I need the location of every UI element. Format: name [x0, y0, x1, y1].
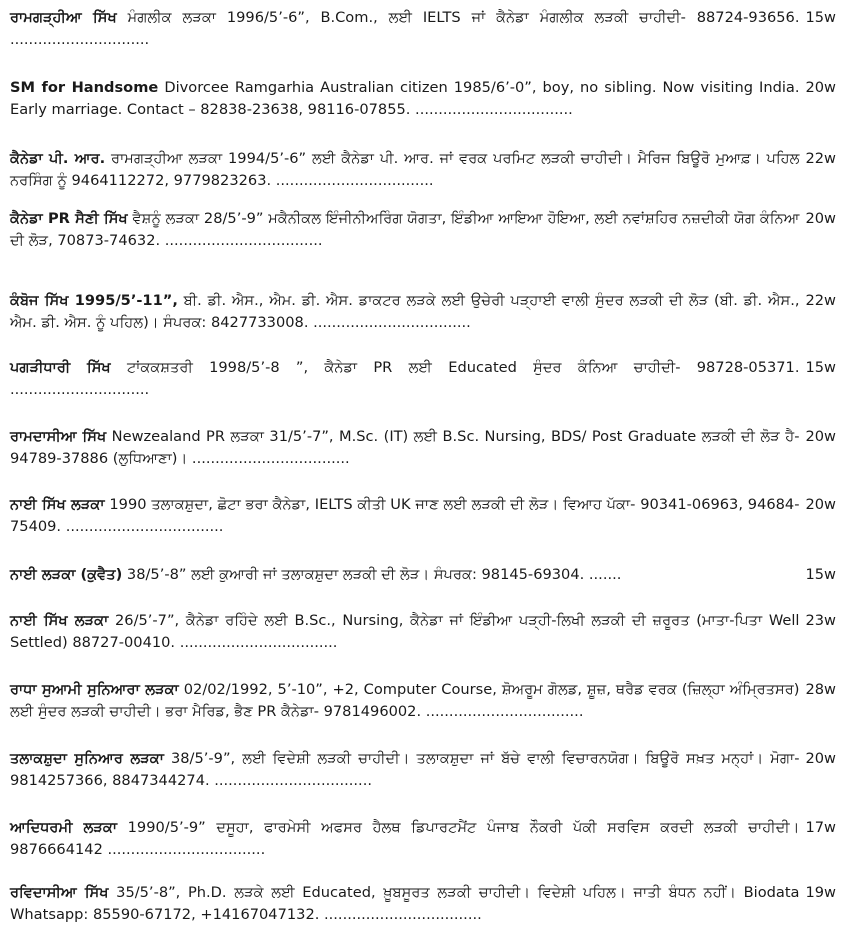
ad-word-count: 28w: [805, 681, 836, 698]
matrimonial-ad: [10, 208, 836, 252]
ad-headline: ਕੈਨੇਡਾ ਪੀ. ਆਰ.: [10, 150, 106, 167]
matrimonial-ad: [10, 564, 836, 586]
ad-text: ਟਾਂਕਕਸ਼ਤਰੀ 1998/5’-8 ”, ਕੈਨੇਡਾ PR ਲਈ Educated ਸੁੰਦਰ ਕੰਨਿਆ ਚਾਹੀਦੀ- 98728-05371. ..............................: [10, 359, 800, 398]
ad-text: 35/5’-8”, Ph.D. ਲੜਕੇ ਲਈ Educated, ਖ਼ੂਬਸੂਰਤ ਲੜਕੀ ਚਾਹੀਦੀ। ਵਿਦੇਸ਼ੀ ਪਹਿਲ। ਜਾਤੀ ਬੰਧਨ ਨਹੀਂ। Biodata Whatsapp: 85590-67172, +14167047132. ..................................: [10, 884, 800, 923]
ad-word-count: 19w: [805, 884, 836, 901]
ad-word-count: 15w: [805, 9, 836, 26]
ad-text: 1990 ਤਲਾਕਸ਼ੁਦਾ, ਛੋਟਾ ਭਰਾ ਕੈਨੇਡਾ, IELTS ਕੀਤੀ UK ਜਾਣ ਲਈ ਲੜਕੀ ਦੀ ਲੋੜ। ਵਿਆਹ ਪੱਕਾ- 90341-06963, 94684-75409. ..................................: [10, 496, 800, 535]
ad-word-count: 20w: [805, 210, 836, 227]
matrimonial-ad: [10, 290, 836, 334]
matrimonial-ad: [10, 357, 836, 401]
ad-headline: ਰਵਿਦਾਸੀਆ ਸਿੱਖ: [10, 884, 109, 901]
ad-word-count: 23w: [805, 612, 836, 629]
ad-text: Newzealand PR ਲੜਕਾ 31/5’-7”, M.Sc. (IT) ਲਈ B.Sc. Nursing, BDS/ Post Graduate ਲੜਕੀ ਦੀ ਲੋੜ ਹੈ- 94789-37886 (ਲੁਧਿਆਣਾ)। ..................................: [10, 428, 800, 467]
ad-text: ਮੰਗਲੀਕ ਲੜਕਾ 1996/5’-6”, B.Com., ਲਈ IELTS ਜਾਂ ਕੈਨੇਡਾ ਮੰਗਲੀਕ ਲੜਕੀ ਚਾਹੀਦੀ- 88724-93656. ..............................: [10, 9, 800, 48]
matrimonial-ad: [10, 426, 836, 470]
ad-word-count: 15w: [805, 359, 836, 376]
matrimonial-ad: [10, 148, 836, 192]
ad-text: ਰਾਮਗੜ੍ਹੀਆ ਲੜਕਾ 1994/5’-6” ਲਈ ਕੈਨੇਡਾ ਪੀ. ਆਰ. ਜਾਂ ਵਰਕ ਪਰਮਿਟ ਲੜਕੀ ਚਾਹੀਦੀ। ਮੈਰਿਜ ਬਿਊਰੋ ਮੁਆਫ਼। ਪਹਿਲ ਨਰਸਿੰਗ ਨੂੰ 9464112272, 9779823263. ..................................: [10, 150, 800, 189]
ad-word-count: 20w: [805, 79, 836, 96]
ad-text: 1990/5’-9” ਦਸੂਹਾ, ਫਾਰਮੇਸੀ ਅਫਸਰ ਹੈਲਥ ਡਿਪਾਰਟਮੈਂਟ ਪੰਜਾਬ ਨੌਕਰੀ ਪੱਕੀ ਸਰਵਿਸ ਕਰਦੀ ਲੜਕੀ ਚਾਹੀਦੀ। 9876664142 ..................................: [10, 819, 800, 858]
ad-word-count: 20w: [805, 750, 836, 767]
ad-word-count: 22w: [805, 292, 836, 309]
matrimonial-ad: [10, 7, 836, 51]
ad-word-count: 20w: [805, 496, 836, 513]
ad-word-count: 22w: [805, 150, 836, 167]
matrimonial-ad: [10, 77, 836, 121]
ad-word-count: 17w: [805, 819, 836, 836]
ad-headline: ਨਾਈ ਲੜਕਾ (ਕੁਵੈਤ): [10, 566, 123, 583]
ad-headline: ਤਲਾਕਸ਼ੁਦਾ ਸੁਨਿਆਰ ਲੜਕਾ: [10, 750, 164, 767]
ad-text: ਬੀ. ਡੀ. ਐਸ., ਐਮ. ਡੀ. ਐਸ. ਡਾਕਟਰ ਲੜਕੇ ਲਈ ਉਚੇਰੀ ਪੜ੍ਹਾਈ ਵਾਲੀ ਸੁੰਦਰ ਲੜਕੀ ਦੀ ਲੋੜ (ਬੀ. ਡੀ. ਐਸ., ਐਮ. ਡੀ. ਐਸ. ਨੂੰ ਪਹਿਲ)। ਸੰਪਰਕ: 8427733008. ..................................: [10, 292, 800, 331]
matrimonial-ad: [10, 610, 836, 654]
ad-headline: ਪਗੜੀਧਾਰੀ ਸਿੱਖ: [10, 359, 111, 376]
ad-word-count: 20w: [805, 428, 836, 445]
ad-headline: ਨਾਈ ਸਿੱਖ ਲੜਕਾ: [10, 612, 109, 629]
ad-headline: SM for Handsome: [10, 79, 159, 96]
ad-text: 38/5’-8” ਲਈ ਕੁਆਰੀ ਜਾਂ ਤਲਾਕਸ਼ੁਦਾ ਲੜਕੀ ਦੀ ਲੋੜ। ਸੰਪਰਕ: 98145-69304. .......: [122, 566, 622, 583]
ad-text: ਵੈਸ਼ਨੂੰ ਲੜਕਾ 28/5’-9” ਮਕੈਨੀਕਲ ਇੰਜੀਨੀਅਰਿੰਗ ਯੋਗਤਾ, ਇੰਡੀਆ ਆਇਆ ਹੋਇਆ, ਲਈ ਨਵਾਂਸ਼ਹਿਰ ਨਜ਼ਦੀਕੀ ਯੋਗ ਕੰਨਿਆ ਦੀ ਲੋੜ, 70873-74632. ..................................: [10, 210, 800, 249]
ad-headline: ਰਾਧਾ ਸੁਆਮੀ ਸੁਨਿਆਰਾ ਲੜਕਾ: [10, 681, 179, 698]
ad-headline: ਕੈਨੇਡਾ PR ਸੈਣੀ ਸਿੱਖ: [10, 210, 128, 227]
ad-headline: ਰਾਮਗੜ੍ਹੀਆ ਸਿੱਖ: [10, 9, 117, 26]
ad-text: 26/5’-7”, ਕੈਨੇਡਾ ਰਹਿੰਦੇ ਲਈ B.Sc., Nursing, ਕੈਨੇਡਾ ਜਾਂ ਇੰਡੀਆ ਪੜ੍ਹੀ-ਲਿਖੀ ਲੜਕੀ ਦੀ ਜ਼ਰੂਰਤ (ਮਾਤਾ-ਪਿਤਾ Well Settled) 88727-00410. ..................................: [10, 612, 800, 651]
ad-word-count: 15w: [805, 566, 836, 583]
ad-headline: ਆਦਿਧਰਮੀ ਲੜਕਾ: [10, 819, 118, 836]
ad-headline: ਨਾਈ ਸਿੱਖ ਲੜਕਾ: [10, 496, 105, 513]
matrimonial-ad: [10, 882, 836, 926]
ad-text: 38/5’-9”, ਲਈ ਵਿਦੇਸ਼ੀ ਲੜਕੀ ਚਾਹੀਦੀ। ਤਲਾਕਸ਼ੁਦਾ ਜਾਂ ਬੱਚੇ ਵਾਲੀ ਵਿਚਾਰਨਯੋਗ। ਬਿਊਰੋ ਸਖ਼ਤ ਮਨ੍ਹਾਂ। ਮੋਗਾ- 9814257366, 8847344274. ..................................: [10, 750, 800, 789]
matrimonial-ad: [10, 679, 836, 723]
matrimonial-ad: [10, 748, 836, 792]
ad-headline: ਰਾਮਦਾਸੀਆ ਸਿੱਖ: [10, 428, 107, 445]
matrimonial-ad: [10, 817, 836, 861]
ad-text: Divorcee Ramgarhia Australian citizen 1985/6’-0”, boy, no sibling. Now visiting India. Early marriage. Contact – 82838-23638, 98116-07855. ..................................: [10, 79, 800, 118]
ad-text: 02/02/1992, 5’-10”, +2, Computer Course, ਸ਼ੋਅਰੂਮ ਗੋਲਡ, ਸ਼ੂਜ਼, ਥਰੈਡ ਵਰਕ (ਜ਼ਿਲ੍ਹਾ ਅੰਮ੍ਰਿਤਸਰ) ਲਈ ਸੁੰਦਰ ਲੜਕੀ ਚਾਹੀਦੀ। ਭਰਾ ਮੈਰਿਡ, ਭੈਣ PR ਕੈਨੇਡਾ- 9781496002. ..................................: [10, 681, 800, 720]
matrimonial-ad: [10, 494, 836, 538]
ad-headline: ਕੰਬੋਜ ਸਿੱਖ 1995/5’-11”,: [10, 292, 178, 309]
